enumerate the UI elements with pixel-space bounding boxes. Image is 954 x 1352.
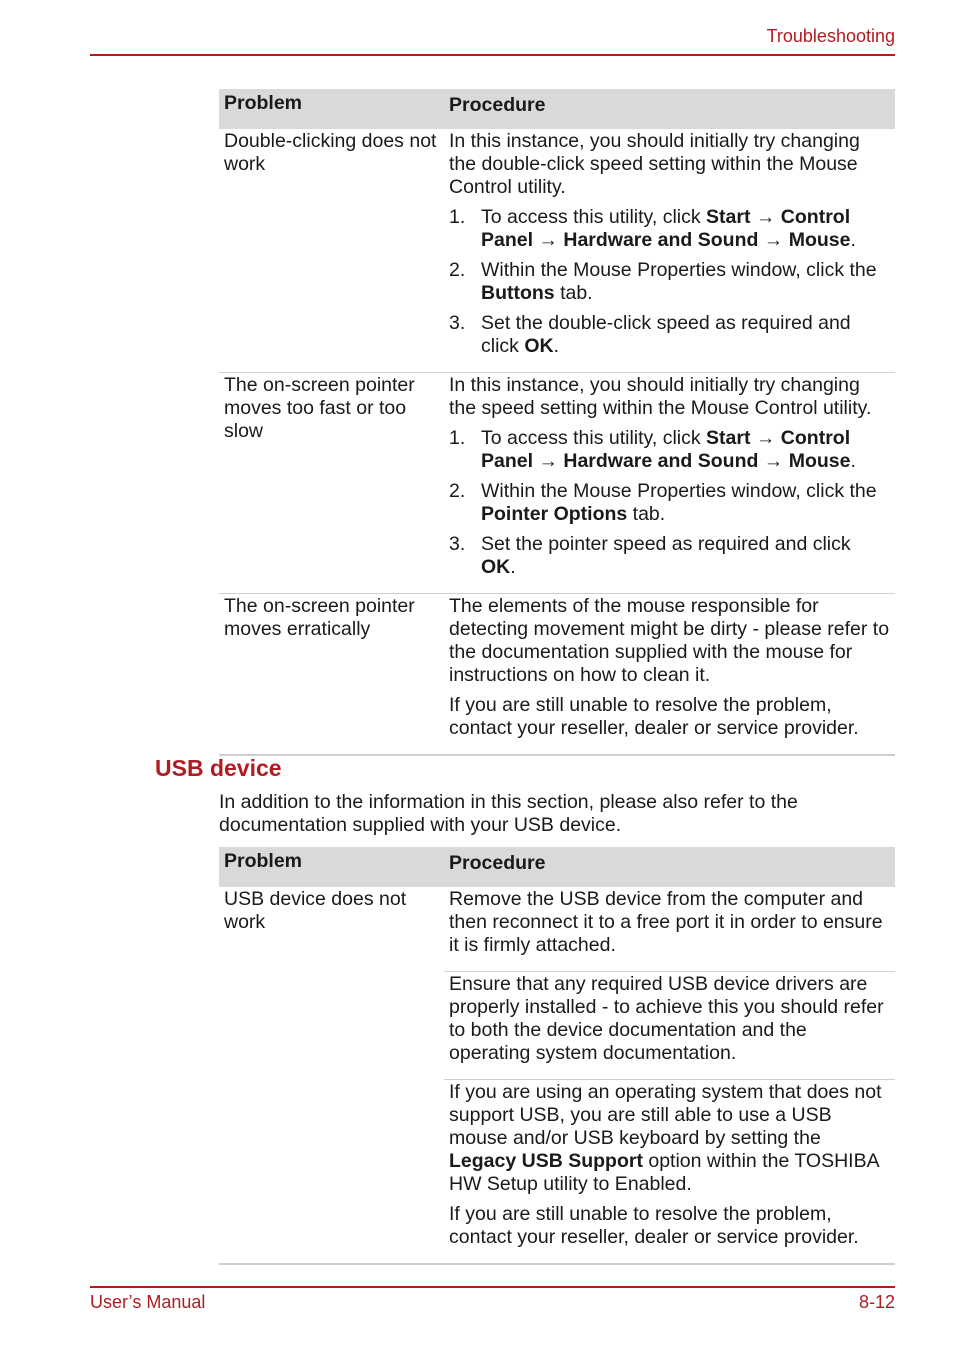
mouse-troubleshooting-table	[219, 89, 895, 756]
column-header-problem: Problem	[219, 89, 444, 129]
procedure-text-end: option within the TOSHIBA HW Setup utility to Enabled.	[449, 1150, 879, 1195]
procedure-text: If you are using an operating system that does not support USB, you are still able to use a USB mouse and/or USB keyboard by setting the	[449, 1081, 882, 1149]
step-bold: Buttons	[481, 282, 555, 304]
header-rule	[90, 54, 895, 56]
table-row	[219, 129, 895, 373]
step-bold: OK	[481, 556, 511, 578]
step-bold: Start → Control Panel → Hardware and Sound → Mouse	[481, 206, 851, 251]
problem-cell: The on-screen pointer moves erratically	[219, 594, 444, 756]
section-heading-usb-device: USB device	[155, 755, 282, 781]
step-number: 2.	[449, 480, 466, 502]
column-header-procedure: Procedure	[444, 847, 895, 887]
procedure-intro: In this instance, you should initially try changing the double-click speed setting within the Mouse Control utility.	[449, 130, 860, 198]
procedure-paragraph: Remove the USB device from the computer and then reconnect it to a free port it in order to ensure it is firmly attached.	[449, 888, 883, 956]
procedure-paragraph: If you are still unable to resolve the problem, contact your reseller, dealer or service provider.	[449, 694, 859, 739]
table-header-row	[219, 89, 895, 129]
procedure-steps	[449, 206, 890, 358]
step-text-end: .	[553, 335, 560, 357]
footer-rule	[90, 1286, 895, 1288]
step-text: Set the double-click speed as required and click	[481, 312, 851, 357]
step-text-end: .	[850, 229, 856, 251]
step-bold: OK	[524, 335, 554, 357]
problem-cell: The on-screen pointer moves too fast or too slow	[219, 373, 444, 594]
step-number: 1.	[449, 206, 466, 228]
step-text: Within the Mouse Properties window, click the	[481, 259, 877, 281]
procedure-cell	[444, 1203, 895, 1264]
step-text-end: .	[510, 556, 516, 578]
step-item	[449, 533, 890, 579]
step-item	[449, 427, 890, 473]
column-header-procedure: Procedure	[444, 89, 895, 129]
step-text: To access this utility, click	[481, 206, 707, 228]
procedure-cell	[444, 972, 895, 1080]
table-row	[219, 373, 895, 594]
step-bold: Start → Control Panel → Hardware and Sound → Mouse	[481, 427, 851, 472]
step-text-end: .	[850, 450, 856, 472]
procedure-paragraph: Ensure that any required USB device drivers are properly installed - to achieve this you should refer to both the device documentation and the operating system documentation.	[449, 973, 884, 1064]
footer-page-number: 8-12	[858, 1292, 895, 1312]
procedure-cell	[444, 373, 895, 594]
step-item	[449, 480, 890, 526]
problem-cell: USB device does not work	[219, 887, 444, 1264]
table-row	[219, 594, 895, 756]
step-number: 2.	[449, 259, 466, 281]
step-item	[449, 259, 890, 305]
procedure-paragraph	[449, 1081, 890, 1196]
column-header-problem: Problem	[219, 847, 444, 887]
procedure-cell	[444, 129, 895, 373]
step-text: To access this utility, click	[481, 427, 707, 449]
step-item	[449, 312, 890, 358]
step-bold: Pointer Options	[481, 503, 628, 525]
table-row	[219, 887, 895, 972]
step-text: Within the Mouse Properties window, click the	[481, 480, 877, 502]
step-number: 3.	[449, 312, 466, 334]
step-text-end: tab.	[554, 282, 593, 304]
step-text: Set the pointer speed as required and click	[481, 533, 851, 555]
step-number: 3.	[449, 533, 466, 555]
procedure-cell	[444, 887, 895, 972]
running-header: Troubleshooting	[766, 26, 895, 46]
procedure-cell	[444, 1080, 895, 1204]
footer-manual-title: User’s Manual	[90, 1292, 206, 1312]
procedure-paragraph: If you are still unable to resolve the problem, contact your reseller, dealer or service provider.	[449, 1203, 859, 1248]
step-item	[449, 206, 890, 252]
procedure-steps	[449, 427, 890, 579]
step-number: 1.	[449, 427, 466, 449]
section-intro: In addition to the information in this section, please also refer to the documentation supplied with your USB device.	[219, 791, 798, 836]
problem-cell: Double-clicking does not work	[219, 129, 444, 373]
table-header-row	[219, 847, 895, 887]
procedure-bold: Legacy USB Support	[449, 1150, 643, 1172]
procedure-cell	[444, 594, 895, 756]
procedure-paragraph: The elements of the mouse responsible for detecting movement might be dirty - please refer to the documentation supplied with the mouse for instructions on how to clean it.	[449, 595, 890, 686]
procedure-intro: In this instance, you should initially try changing the speed setting within the Mouse Control utility.	[449, 374, 872, 419]
step-text-end: tab.	[627, 503, 666, 525]
usb-troubleshooting-table	[219, 847, 895, 1265]
